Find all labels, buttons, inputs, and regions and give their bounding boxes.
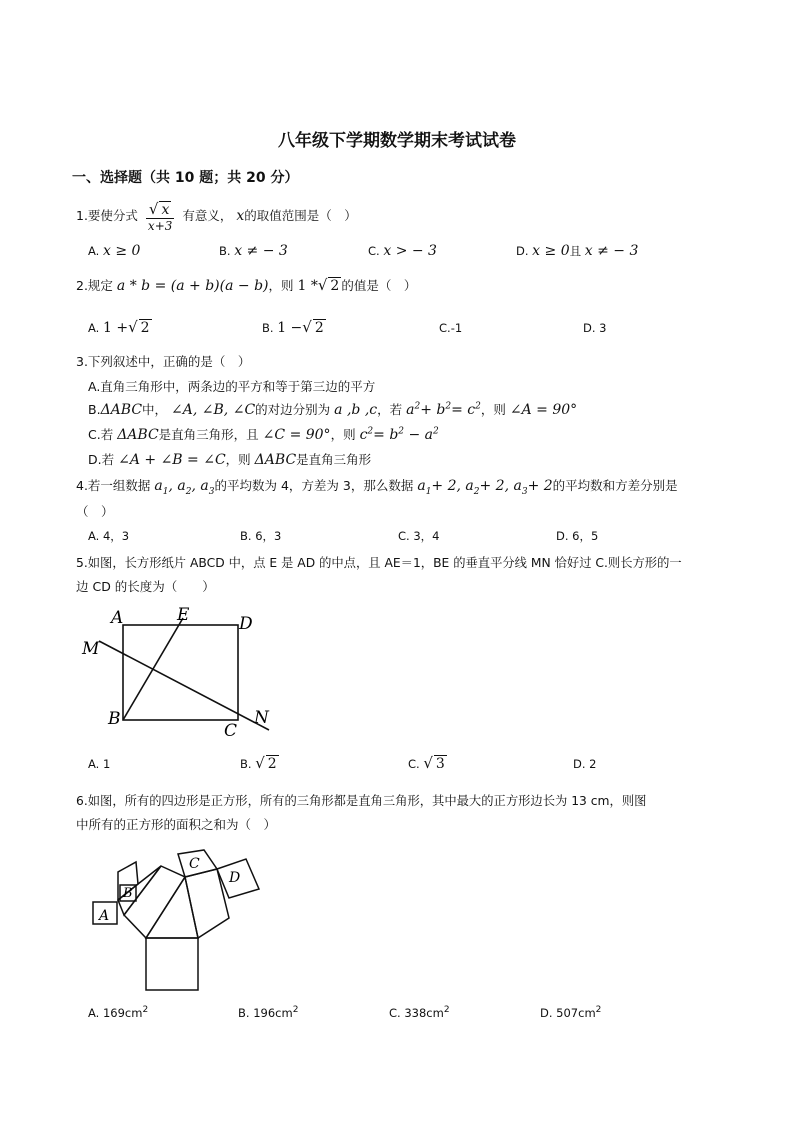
q4-option-d[interactable]: D. 6，5 — [556, 529, 599, 543]
q1-option-c[interactable]: C. x > − 3 — [368, 243, 437, 259]
q5-option-d[interactable]: D. 2 — [573, 757, 597, 771]
q5-option-c[interactable]: C. √ 3 — [408, 754, 445, 772]
question-5-line2: 边 CD 的长度为（ ） — [76, 579, 215, 594]
q5-option-a[interactable]: A. 1 — [88, 757, 111, 771]
q1-tail: 的取值范围是（ ） — [244, 208, 357, 223]
q1-prefix: 1.要使分式 — [76, 208, 138, 223]
question-1 — [76, 200, 357, 233]
square-right — [185, 869, 229, 938]
q3-option-b[interactable]: B.ΔABC中， ∠A, ∠B, ∠C的对边分别为 a ,b ,c，若 $a^2+ b^2= c^2$，则 ∠A = 90° — [88, 401, 578, 418]
q1-option-b[interactable]: B. x ≠ − 3 — [219, 243, 288, 259]
question-3: 3.下列叙述中，正确的是（ ） — [76, 354, 251, 369]
label-c: C — [224, 721, 238, 741]
q2-expression: a * b = (a + b)(a − b) — [116, 278, 269, 294]
q3-option-a[interactable]: A.直角三角形中，两条边的平方和等于第三边的平方 — [88, 379, 376, 394]
q6-option-b[interactable]: B. $196cm^2$ — [238, 1005, 299, 1020]
q4-option-b[interactable]: B. 6，3 — [240, 529, 282, 543]
q4-option-c[interactable]: C. 3，4 — [398, 529, 440, 543]
squares-figure — [86, 840, 276, 995]
section-heading: 一、选择题（共 10 题；共 20 分） — [72, 170, 299, 186]
q4-option-a[interactable]: A. 4，3 — [88, 529, 130, 543]
label-a: A — [111, 608, 124, 628]
label-c: C — [189, 856, 200, 872]
q6-option-a[interactable]: A. $169cm^2$ — [88, 1005, 149, 1020]
q6-option-c[interactable]: C. $338cm^2$ — [389, 1005, 450, 1020]
label-n: N — [254, 708, 269, 728]
q2-option-d[interactable]: D. 3 — [583, 321, 607, 335]
label-m: M — [82, 639, 100, 659]
page-title: 八年级下学期数学期末考试试卷 — [278, 131, 516, 151]
q4-paren: （ ） — [76, 504, 114, 519]
triangle-main — [146, 877, 198, 938]
label-a: A — [99, 908, 110, 924]
question-4: 4.若一组数据 $a_1$, $a_2$, $a_3$的平均数为 4，方差为 3，那么数据 $a_1+ 2$, $a_2+ 2$, $a_3+ 2$的平均数和方差分别是 — [76, 478, 678, 497]
question-5-line1: 5.如图，长方形纸片 ABCD 中，点 E 是 AD 的中点，且 AE＝1，BE 的垂直平分线 MN 恰好过 C.则长方形的一 — [76, 556, 682, 570]
q3-option-d[interactable]: D.若 ∠A + ∠B = ∠C，则 ΔABC是直角三角形 — [88, 452, 372, 468]
q2-option-b[interactable]: B. 1 −√ 2 — [262, 318, 324, 336]
label-b: B — [123, 886, 133, 901]
label-b: B — [108, 709, 121, 729]
label-d: D — [239, 614, 253, 634]
q1-fraction: $\frac{√ x}{x+3}$ — [147, 200, 173, 233]
q2-option-a[interactable]: A. 1 +√ 2 — [88, 318, 150, 336]
q5-option-b[interactable]: B. √ 2 — [240, 754, 277, 772]
q6-option-d[interactable]: D. $507cm^2$ — [540, 1005, 602, 1020]
rectangle-figure — [74, 600, 284, 745]
q1-var: x — [236, 208, 245, 224]
rectangle-abcd — [123, 625, 238, 720]
label-e: E — [177, 605, 190, 625]
q2-option-c[interactable]: C.-1 — [439, 321, 463, 335]
q3-option-c[interactable]: C.若 ΔABC是直角三角形，且 ∠C = 90°，则 $c^2= b^2 - a^2$ — [88, 426, 439, 443]
q1-option-d[interactable]: D. x ≥ 0且 x ≠ − 3 — [516, 243, 639, 259]
q1-option-a[interactable]: A. x ≥ 0 — [88, 243, 141, 259]
question-6-line2: 中所有的正方形的面积之和为（ ） — [76, 817, 277, 832]
square-largest — [146, 938, 198, 990]
question-6-line1: 6.如图，所有的四边形是正方形，所有的三角形都是直角三角形，其中最大的正方形边长为 13 cm，则图 — [76, 794, 647, 808]
label-d: D — [229, 870, 241, 886]
q1-suffix: 有意义， — [182, 208, 233, 223]
question-2: 2.规定 a * b = (a + b)(a − b)，则 1 *√ 2 的值是（ ） — [76, 276, 417, 294]
